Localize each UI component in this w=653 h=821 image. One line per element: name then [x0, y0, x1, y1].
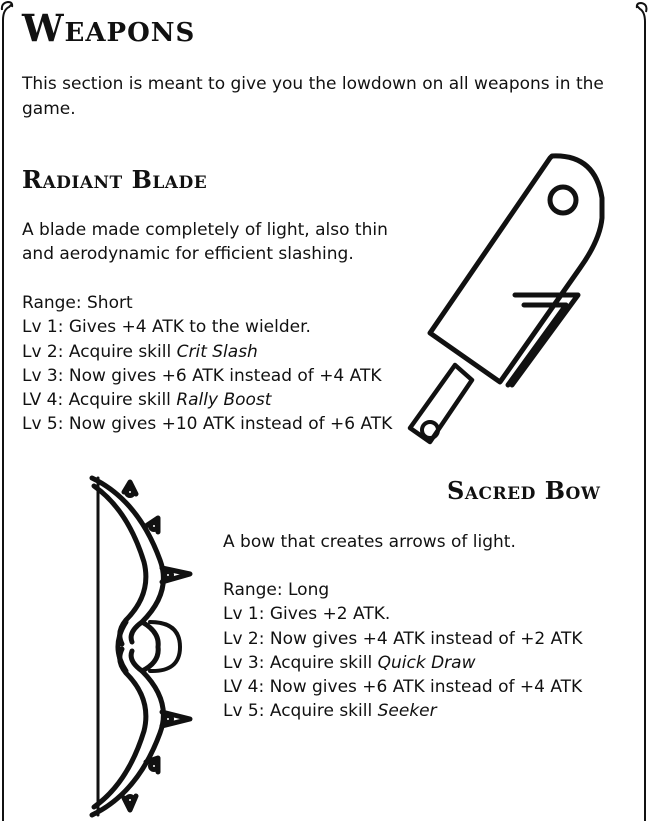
sacred-bow-lv5	[223, 699, 583, 723]
radiant-blade-lv3: Lv 3: Now gives +6 ATK instead of +4 ATK	[22, 365, 382, 386]
radiant-blade-stats	[22, 291, 392, 437]
sacred-bow-lv3	[223, 651, 583, 675]
skill-crit-slash: Crit Slash	[176, 341, 258, 362]
sacred-bow-lv4: LV 4: Now gives +6 ATK instead of +4 ATK	[223, 677, 583, 698]
radiant-blade-range: Range: Short	[22, 293, 133, 313]
page-title: Weapons	[22, 6, 196, 50]
radiant-blade-desc-line-1: A blade made completely of light, also thin	[22, 220, 388, 240]
lv2-text: Lv 2: Acquire skill	[22, 341, 177, 362]
radiant-blade-lv5: Lv 5: Now gives +10 ATK instead of +6 ATK	[22, 414, 393, 435]
sacred-bow-range: Range: Long	[223, 580, 330, 600]
sacred-bow-heading: Sacred Bow	[447, 476, 601, 505]
sword-icon	[400, 150, 615, 455]
lv5-text: Lv 5: Acquire skill	[223, 701, 378, 722]
radiant-blade-lv1: Lv 1: Gives +4 ATK to the wielder.	[22, 317, 311, 338]
radiant-blade-desc-line-2: and aerodynamic for efficient slashing.	[22, 244, 354, 264]
sacred-bow-lv2: Lv 2: Now gives +4 ATK instead of +2 ATK	[223, 628, 583, 649]
lv4-text: LV 4: Acquire skill	[22, 390, 177, 411]
radiant-blade-description	[22, 218, 412, 266]
radiant-blade-lv2	[22, 340, 392, 364]
lv3-text: Lv 3: Acquire skill	[223, 652, 378, 673]
sacred-bow-description: A bow that creates arrows of light.	[223, 532, 516, 552]
sacred-bow-lv1: Lv 1: Gives +2 ATK.	[223, 604, 391, 625]
skill-seeker: Seeker	[377, 701, 437, 722]
sacred-bow-stats	[223, 578, 583, 724]
bow-icon	[80, 472, 210, 821]
skill-rally-boost: Rally Boost	[176, 390, 272, 411]
radiant-blade-lv4	[22, 388, 392, 412]
intro-text: This section is meant to give you the lowdown on all weapons in the game.	[22, 74, 604, 119]
skill-quick-draw: Quick Draw	[377, 652, 476, 673]
radiant-blade-heading: Radiant Blade	[22, 165, 208, 194]
